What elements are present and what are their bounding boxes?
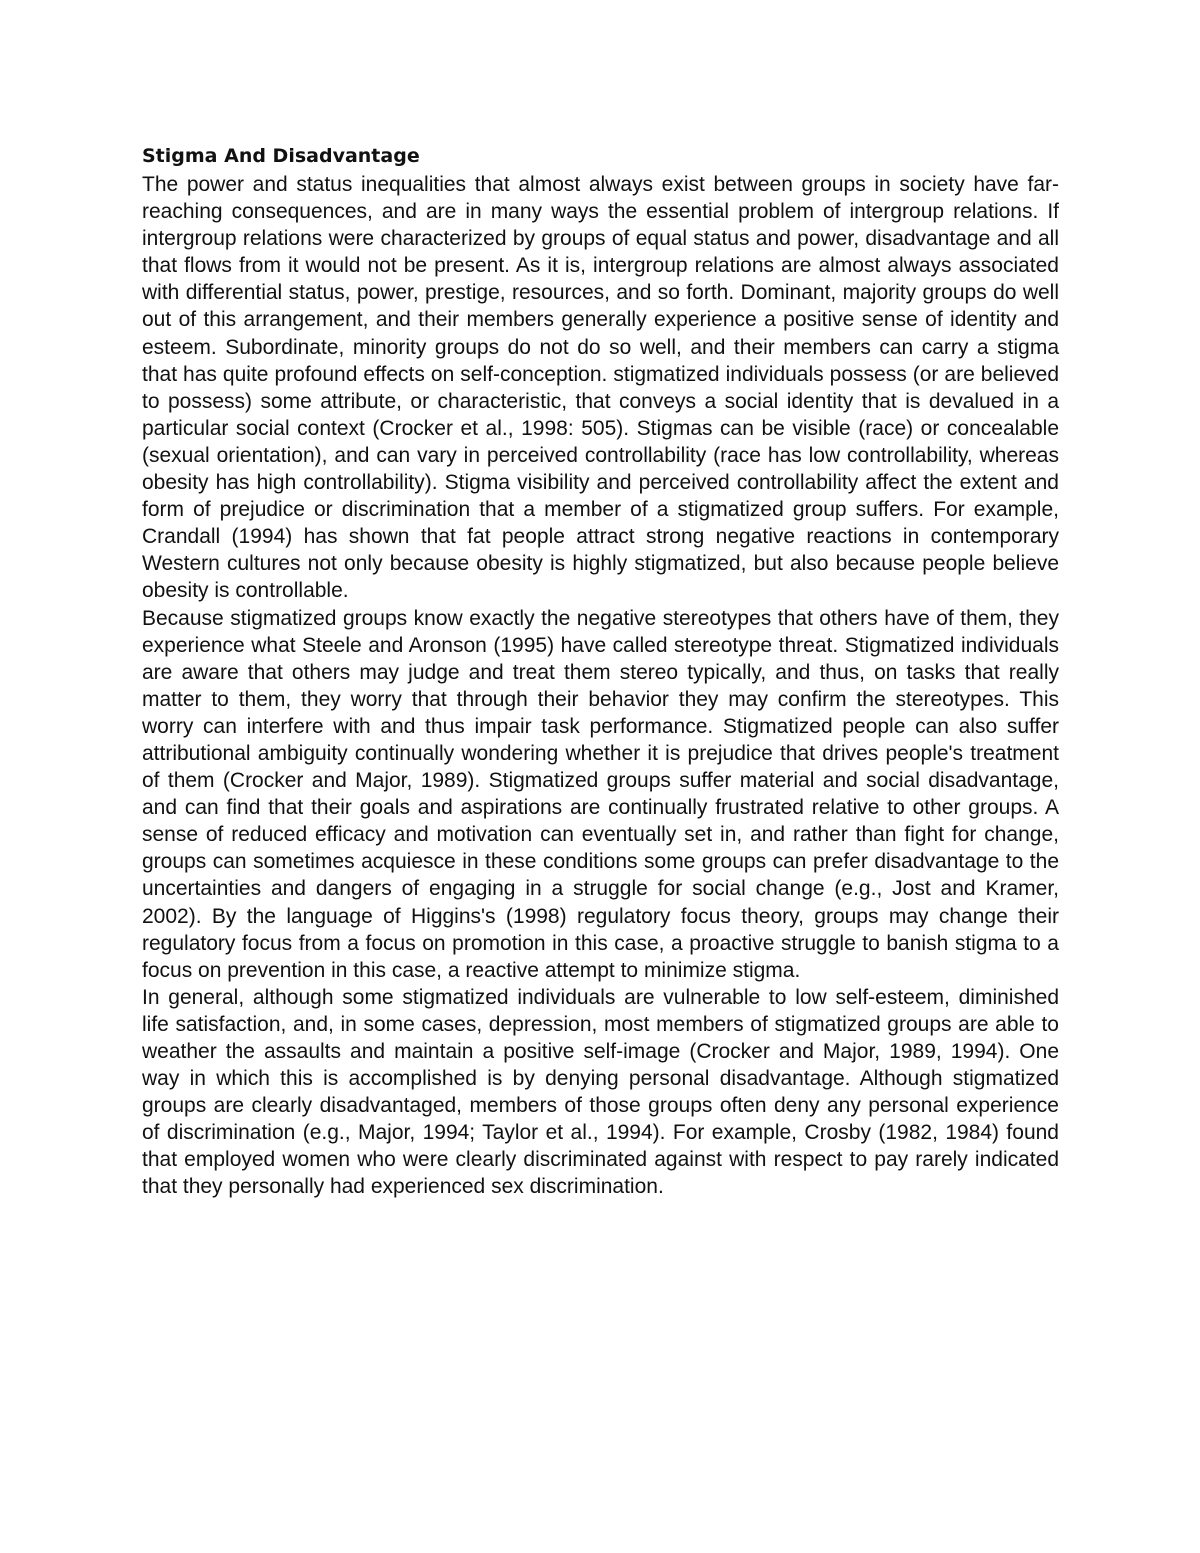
document-title: Stigma And Disadvantage xyxy=(142,145,420,167)
paragraph-3: In general, although some stigmatized individuals are vulnerable to low self-esteem, diminished life satisfaction, and, in some cases, depression, most members of stigmatized groups are able to weather the assaults and maintain a positive self-image (Crocker and Major, 1989, 1994). One way in which this is accomplished is by denying personal disadvantage. Although stigmatized groups are clearly disadvantaged, members of those groups often deny any personal experience of discrimination (e.g., Major, 1994; Taylor et al., 1994). For example, Crosby (1982, 1984) found that employed women who were clearly discriminated against with respect to pay rarely indicated that they personally had experienced sex discrimination. xyxy=(142,985,1059,1199)
paragraph-1: The power and status inequalities that almost always exist between groups in society have far-reaching consequences, and are in many ways the essential problem of intergroup relations. If intergroup relations were characterized by groups of equal status and power, disadvantage and all that flows from it would not be present. As it is, intergroup relations are almost always associated with differential status, power, prestige, resources, and so forth. Dominant, majority groups do well out of this arrangement, and their members generally experience a positive sense of identity and esteem. Subordinate, minority groups do not do so well, and their members can carry a stigma that has quite profound effects on self-conception. stigmatized individuals possess (or are believed to possess) some attribute, or characteristic, that conveys a social identity that is devalued in a particular social context (Crocker et al., 1998: 505). Stigmas can be visible (race) or concealable (sexual orientation), and can vary in perceived controllability (race has low controllability, whereas obesity has high controllability). Stigma visibility and perceived controllability affect the extent and form of prejudice or discrimination that a member of a stigmatized group suffers. For example, Crandall (1994) has shown that fat people attract strong negative reactions in contemporary Western cultures not only because obesity is highly stigmatized, but also because people believe obesity is controllable. xyxy=(142,173,1059,603)
document-page xyxy=(142,141,1059,1201)
paragraph-2: Because stigmatized groups know exactly the negative stereotypes that others have of them, they experience what Steele and Aronson (1995) have called stereotype threat. Stigmatized individuals are aware that others may judge and treat them stereo typically, and thus, on tasks that really matter to them, they worry that through their behavior they may confirm the stereotypes. This worry can interfere with and thus impair task performance. Stigmatized people can also suffer attributional ambiguity continually wondering whether it is prejudice that drives people's treatment of them (Crocker and Major, 1989). Stigmatized groups suffer material and social disadvantage, and can find that their goals and aspirations are continually frustrated relative to other groups. A sense of reduced efficacy and motivation can eventually set in, and rather than fight for change, groups can sometimes acquiesce in these conditions some groups can prefer disadvantage to the uncertainties and dangers of engaging in a struggle for social change (e.g., Jost and Kramer, 2002). By the language of Higgins's (1998) regulatory focus theory, groups may change their regulatory focus from a focus on promotion in this case, a proactive struggle to banish stigma to a focus on prevention in this case, a reactive attempt to minimize stigma. xyxy=(142,606,1059,982)
